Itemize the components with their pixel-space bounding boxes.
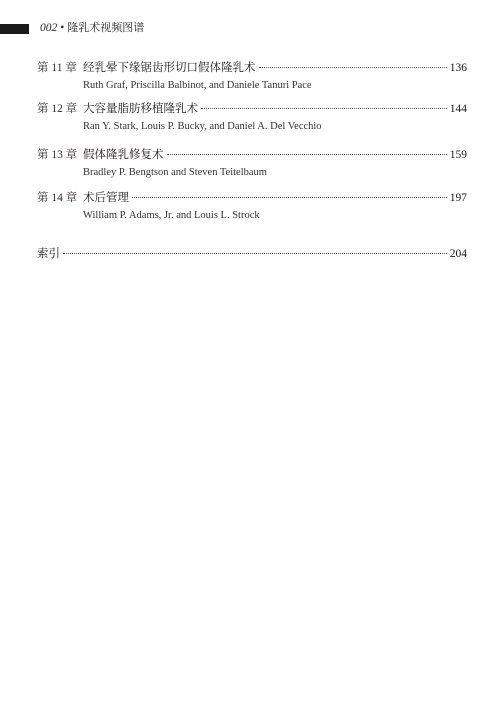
running-header: [0, 18, 500, 38]
toc-entry-line: [37, 101, 467, 117]
toc-entry-line: [37, 190, 467, 206]
dot-leader: [259, 67, 447, 68]
dot-leader: [167, 154, 447, 155]
toc-entry-chapter-12[interactable]: [37, 101, 467, 134]
toc-entry-line: [37, 246, 467, 262]
header-bar-decoration: [0, 24, 29, 34]
toc-entry-chapter-14[interactable]: [37, 190, 467, 223]
toc-entry-line: [37, 147, 467, 163]
chapter-title: 假体隆乳修复术: [83, 149, 164, 161]
toc-entry-line: [37, 60, 467, 76]
dot-leader: [132, 197, 447, 198]
header-separator: •: [60, 22, 65, 34]
chapter-title: 术后管理: [83, 192, 129, 204]
header-book-title: 隆乳术视频图谱: [67, 21, 145, 34]
chapter-authors: Bradley P. Bengtson and Steven Teitelbaum: [83, 167, 267, 178]
chapter-page-number: 159: [449, 149, 467, 161]
toc-entry-index[interactable]: [37, 246, 467, 262]
toc-entry-chapter-11[interactable]: [37, 60, 467, 93]
chapter-number: 第 12 章: [37, 103, 78, 115]
header-page-number: 002: [40, 22, 58, 34]
index-title: 索引: [37, 248, 60, 260]
toc-entry-chapter-13[interactable]: [37, 147, 467, 180]
chapter-number: 第 13 章: [37, 149, 78, 161]
chapter-authors: Ruth Graf, Priscilla Balbinot, and Daniele Tanuri Pace: [83, 80, 312, 91]
dot-leader: [63, 253, 447, 254]
chapter-number: 第 11 章: [37, 62, 77, 74]
chapter-authors: William P. Adams, Jr. and Louis L. Strock: [83, 210, 260, 221]
header-text: [40, 20, 144, 36]
chapter-authors: Ran Y. Stark, Louis P. Bucky, and Daniel A. Del Vecchio: [83, 121, 322, 132]
chapter-title: 大容量脂肪移植隆乳术: [83, 103, 198, 115]
chapter-page-number: 197: [449, 192, 467, 204]
chapter-page-number: 136: [449, 62, 467, 74]
dot-leader: [201, 108, 447, 109]
chapter-title: 经乳晕下缘锯齿形切口假体隆乳术: [83, 62, 256, 74]
chapter-page-number: 144: [449, 103, 467, 115]
index-page-number: 204: [449, 248, 467, 260]
chapter-number: 第 14 章: [37, 192, 78, 204]
